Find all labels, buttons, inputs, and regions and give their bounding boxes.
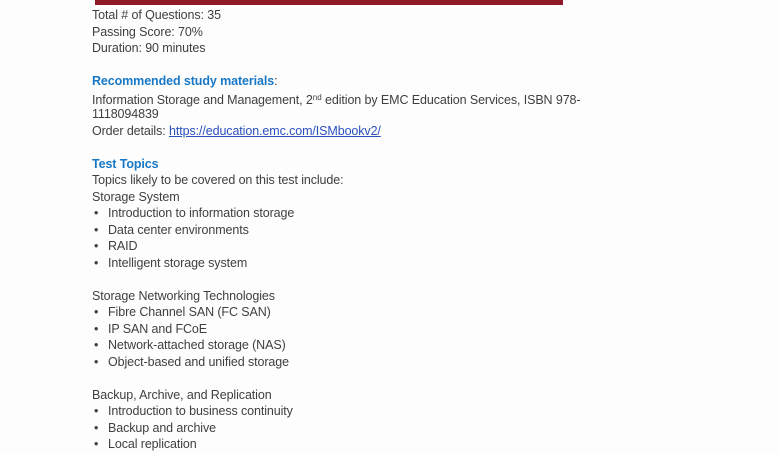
topic-bullet-text: Local replication	[108, 437, 197, 451]
topic-bullet-text: RAID	[108, 239, 138, 253]
bullet-icon: •	[94, 255, 99, 270]
bullet-icon: •	[94, 222, 99, 237]
exam-passing-score: Passing Score: 70%	[92, 24, 203, 39]
topic-bullet-text: Backup and archive	[108, 420, 216, 435]
spacer	[92, 271, 677, 288]
order-details-link[interactable]: https://education.emc.com/ISMbookv2/	[169, 123, 381, 138]
topic-bullet-item	[92, 436, 677, 453]
bullet-icon: •	[94, 354, 99, 369]
topic-bullet-text: Introduction to business continuity	[108, 404, 293, 418]
topic-group-title: Storage System	[92, 189, 180, 204]
topic-bullet-text: Network-attached storage (NAS)	[108, 338, 286, 352]
topic-bullet-item	[92, 222, 677, 239]
book-title-post: edition by EMC Education Services, ISBN 978-	[321, 92, 581, 107]
topic-bullet-item	[92, 255, 677, 272]
bullet-icon: •	[94, 404, 99, 418]
topic-bullet-item	[92, 304, 677, 321]
document-content	[92, 7, 677, 453]
topic-bullet-item	[92, 354, 677, 371]
spacer	[92, 139, 677, 156]
book-title-pre: Information Storage and Management, 2	[92, 92, 313, 107]
cropped-header-bar	[95, 0, 563, 5]
spacer	[92, 370, 677, 387]
topic-bullet-item	[92, 205, 677, 222]
bullet-icon: •	[94, 437, 99, 451]
study-materials-heading-text: Recommended study materials	[92, 74, 275, 88]
test-topics-heading-text: Test Topics	[92, 156, 159, 171]
exam-total-questions: Total # of Questions: 35	[92, 8, 221, 22]
bullet-icon: •	[94, 239, 99, 253]
order-details-line	[92, 123, 677, 140]
topic-group-title: Storage Networking Technologies	[92, 288, 275, 303]
test-topics-heading	[92, 156, 677, 173]
topic-bullet-item	[92, 337, 677, 354]
topic-bullet-text: Introduction to information storage	[108, 206, 295, 220]
order-details-label: Order details:	[92, 123, 170, 138]
exam-duration: Duration: 90 minutes	[92, 41, 206, 55]
topic-bullet-text: Intelligent storage system	[108, 255, 248, 270]
spacer	[92, 57, 677, 74]
bullet-icon: •	[94, 338, 99, 352]
topics-intro: Topics likely to be covered on this test include:	[92, 173, 344, 187]
topic-bullet-item	[92, 420, 677, 437]
study-materials-heading-colon: :	[274, 74, 278, 88]
topic-bullet-text: Object-based and unified storage	[108, 354, 289, 369]
bullet-icon: •	[94, 420, 99, 435]
topic-bullet-text: Data center environments	[108, 222, 249, 237]
isbn-tail-line: 1118094839	[92, 107, 159, 121]
bullet-icon: •	[94, 305, 99, 319]
study-materials-heading	[92, 73, 677, 90]
ordinal-superscript: nd	[312, 92, 322, 102]
bullet-icon: •	[94, 206, 99, 220]
topic-group-title: Backup, Archive, and Replication	[92, 387, 272, 402]
topic-bullet-text: Fibre Channel SAN (FC SAN)	[108, 305, 271, 319]
bullet-icon: •	[94, 321, 99, 336]
topic-bullet-item	[92, 403, 677, 420]
topic-bullet-text: IP SAN and FCoE	[108, 321, 208, 336]
study-materials-book-line	[92, 90, 677, 107]
topic-bullet-item	[92, 321, 677, 338]
topic-bullet-item	[92, 238, 677, 255]
